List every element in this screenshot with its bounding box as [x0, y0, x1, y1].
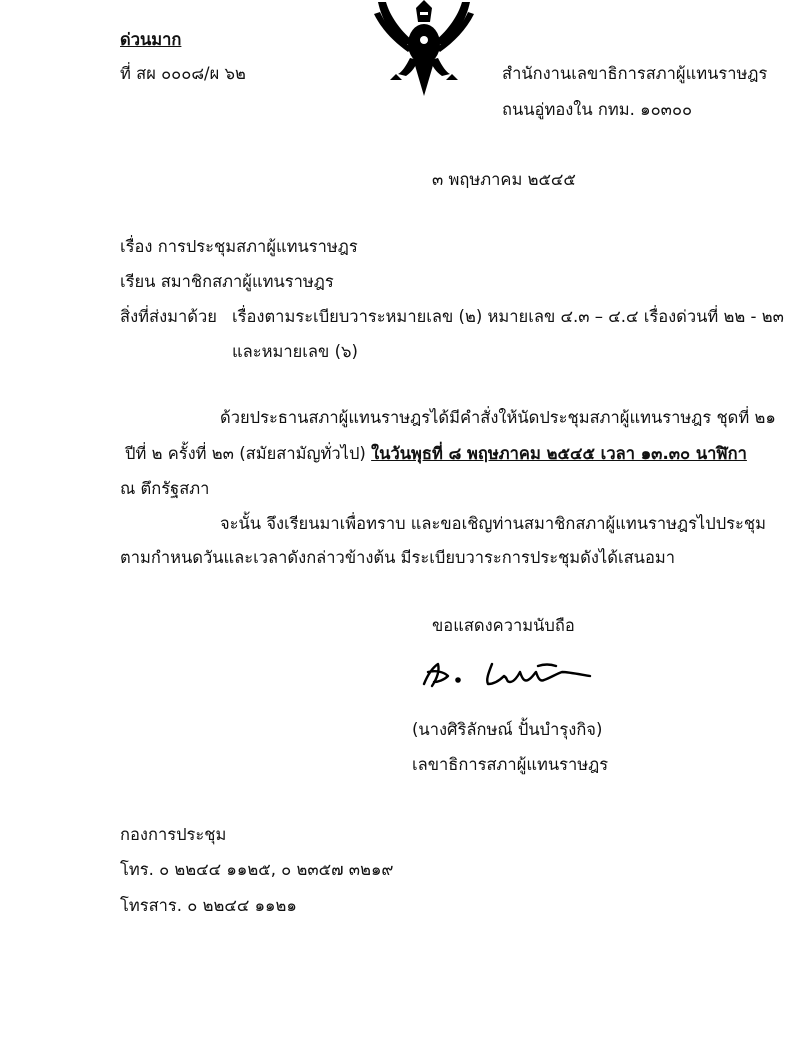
- garuda-emblem-icon: [372, 0, 476, 98]
- organization-address: ถนนอู่ทองใน กทม. ๑๐๓๐๐: [502, 100, 693, 119]
- paragraph-1-meeting-info: ปีที่ ๒ ครั้งที่ ๒๓ (สมัยสามัญทั่วไป): [125, 444, 372, 463]
- meeting-datetime: ในวันพุธที่ ๘ พฤษภาคม ๒๕๔๕ เวลา ๑๓.๓๐ นาฬิกา: [371, 444, 747, 463]
- document-date: ๓ พฤษภาคม ๒๕๔๕: [432, 170, 576, 189]
- signer-title: เลขาธิการสภาผู้แทนราษฎร: [412, 755, 609, 774]
- phone-numbers: โทร. ๐ ๒๒๔๔ ๑๑๒๕, ๐ ๒๓๕๗ ๓๒๑๙: [120, 860, 394, 879]
- paragraph-2-line-2: ตามกำหนดวันและเวลาดังกล่าวข้างต้น มีระเบียบวาระการประชุมดังได้เสนอมา: [120, 548, 675, 567]
- handwritten-signature-icon: [418, 652, 598, 694]
- fax-number: โทรสาร. ๐ ๒๒๔๔ ๑๑๒๑: [120, 896, 297, 915]
- department-name: กองการประชุม: [120, 825, 227, 844]
- signer-name: (นางศิริลักษณ์ ปั้นบำรุงกิจ): [412, 720, 603, 739]
- paragraph-1-line-2: [125, 444, 747, 464]
- enclosure-line-1: เรื่องตามระเบียบวาระหมายเลข (๒) หมายเลข ๔.๓ – ๔.๔ เรื่องด่วนที่ ๒๒ - ๒๓: [232, 307, 784, 326]
- document-number: ที่ สผ ๐๐๐๘/ผ ๖๒: [120, 64, 246, 83]
- paragraph-1-line-1: ด้วยประธานสภาผู้แทนราษฎรได้มีคำสั่งให้นัดประชุมสภาผู้แทนราษฎร ชุดที่ ๒๑: [220, 408, 776, 427]
- organization-name: สำนักงานเลขาธิการสภาผู้แทนราษฎร: [502, 64, 768, 83]
- enclosure-line-2: และหมายเลข (๖): [232, 342, 358, 361]
- paragraph-1-line-3: ณ ตึกรัฐสภา: [120, 479, 210, 498]
- addressee-line: เรียน สมาชิกสภาผู้แทนราษฎร: [120, 272, 334, 291]
- subject-line: เรื่อง การประชุมสภาผู้แทนราษฎร: [120, 237, 358, 256]
- paragraph-2-line-1: จะนั้น จึงเรียนมาเพื่อทราบ และขอเชิญท่านสมาชิกสภาผู้แทนราษฎรไปประชุม: [220, 514, 766, 533]
- enclosure-label: สิ่งที่ส่งมาด้วย: [120, 307, 217, 326]
- urgency-label: ด่วนมาก: [120, 30, 182, 49]
- closing-salutation: ขอแสดงความนับถือ: [432, 616, 575, 635]
